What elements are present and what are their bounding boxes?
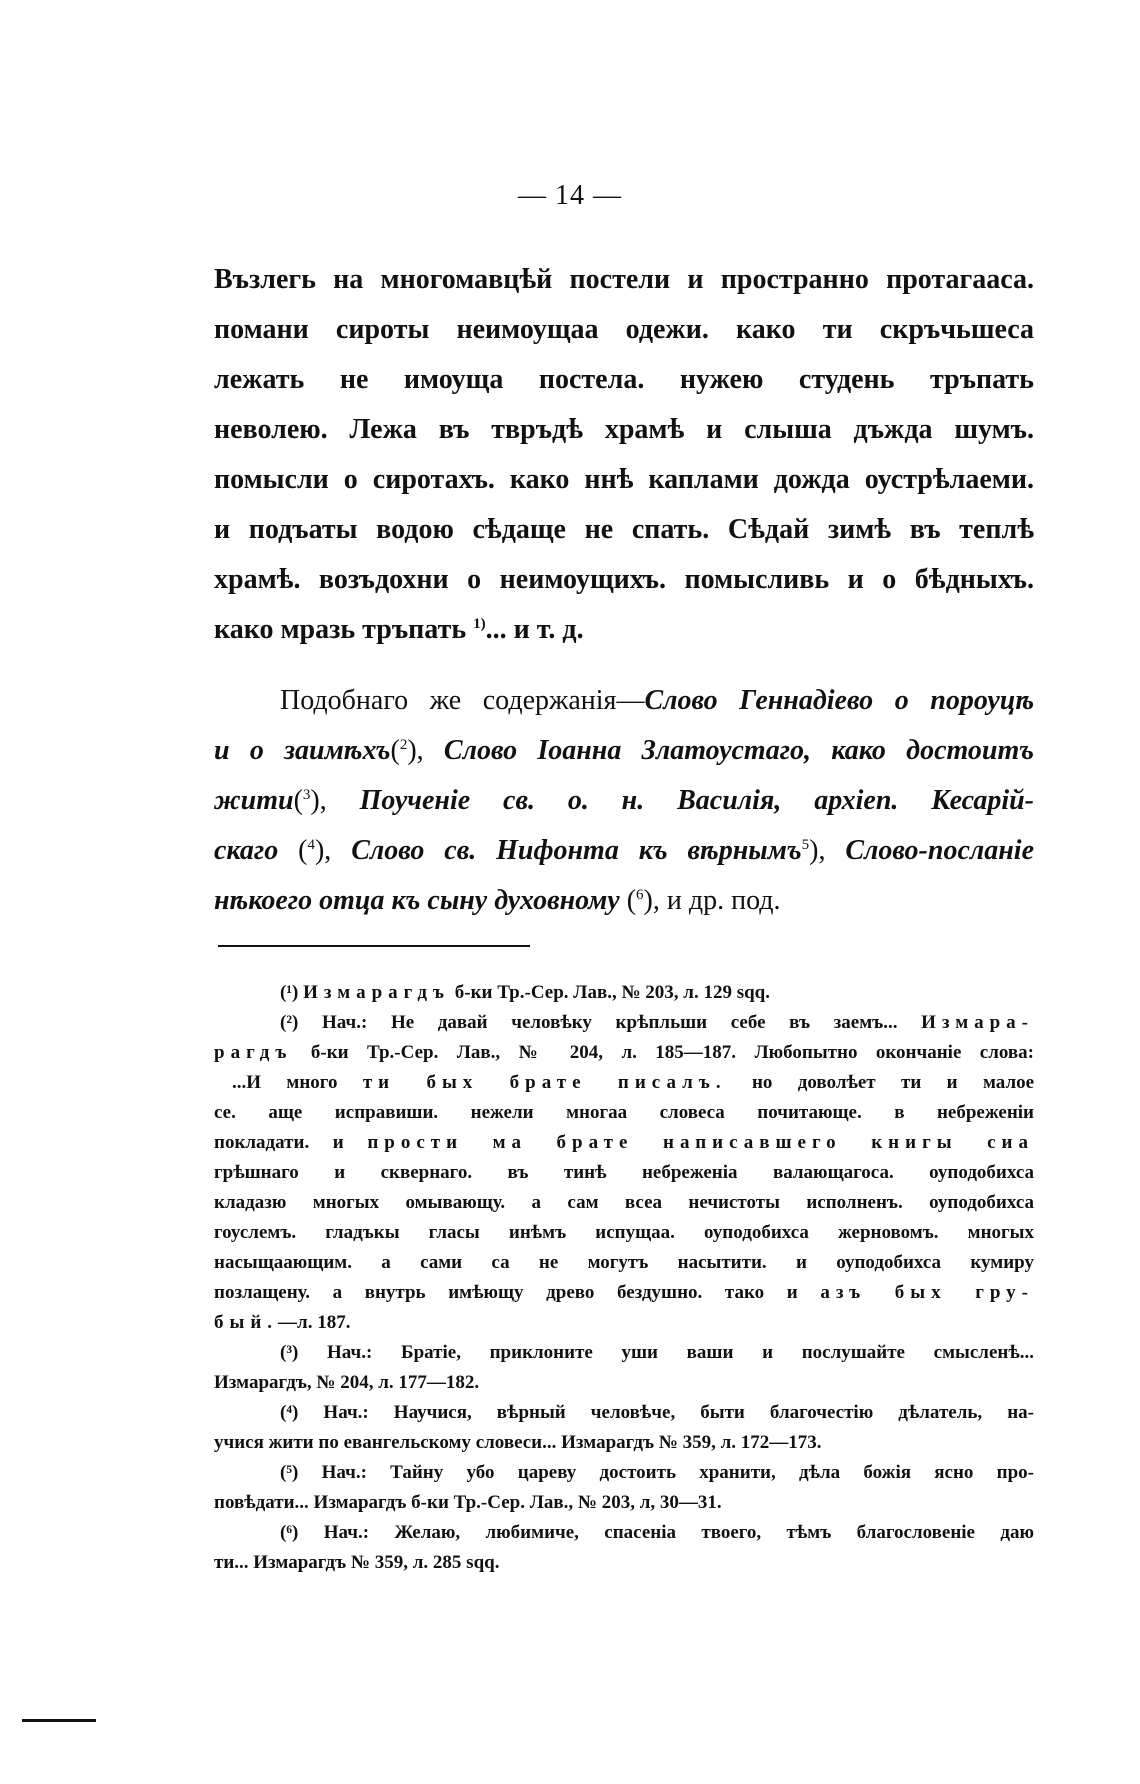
footnote-2-l2a: рагдъ: [214, 1042, 293, 1063]
para2-tail: , и др. под.: [652, 885, 781, 916]
footnote-4-mark: (⁴): [280, 1402, 299, 1423]
footnote-2-l1: Нач.: Не давай человѣку крѣпльши себе въ заемъ...: [322, 1012, 898, 1033]
footnote-2-line-6: грѣшнаго и сквернаго. въ тинѣ небреженіа валающагоса. оуподобихса: [214, 1162, 1034, 1183]
footnote-6-l1: Нач.: Желаю, любимиче, спасеніа твоего, тѣмъ благословеніе даю: [323, 1522, 1035, 1543]
footnote-2-line-7: кладазю многых омывающу. а сам всеа нечистоты исполненъ. оуподобихса: [214, 1192, 1034, 1213]
title-vasily-cont: скаго: [214, 835, 279, 866]
footnote-2-l11a: бый.: [214, 1312, 279, 1333]
footnote-2-line-11: [214, 1308, 1034, 1338]
para2-line-3: жити($^3$), Поученіе св. о. н. Василія, архіеп. Кесарій-: [214, 785, 1035, 816]
body-line-1: Възлегь на многомавцѣй постели и пространно протагааса.: [214, 264, 1034, 295]
footnote-ref-1: 1): [473, 616, 486, 632]
footnote-6: [214, 1518, 1034, 1578]
footnote-2-line-4: се. аще исправиши. нежели многаа словеса почитающе. в небреженіи: [214, 1102, 1034, 1123]
footnote-4-l1: Нач.: Научися, вѣрный человѣче, быти благочестію дѣлатель, на-: [323, 1402, 1034, 1423]
title-poslanie-cont: нѣкоего отца къ сыну духовному: [214, 885, 620, 916]
footnote-6-line-1: [214, 1518, 1034, 1548]
title-poslanie: Слово-посланіе: [845, 835, 1034, 866]
title-nifont: Слово св. Нифонта къ вѣрнымъ: [351, 835, 802, 866]
margin-mark: [22, 1719, 96, 1722]
footnote-2-l10b: азъ бых гру-: [820, 1282, 1034, 1303]
footnote-2-mark: (²): [280, 1012, 299, 1033]
footnote-2-l10a: позлащену. а внутрь имѣющу древо бездушно. тако и: [214, 1282, 798, 1303]
body-line-8: [214, 605, 1034, 655]
main-text-block: [214, 255, 1034, 655]
footnote-1: [214, 978, 1034, 1008]
footnote-3-l1: Нач.: Братіе, приклоните уши ваши и послушайте смысленѣ...: [327, 1342, 1034, 1363]
title-ioann: Слово Іоанна Златоустаго, како достоитъ: [443, 735, 1035, 766]
title-ioann-cont: жити: [214, 785, 294, 816]
footnote-5-line-2: повѣдати... Измарагдъ б-ки Тр.-Сер. Лав., № 203, л, 30—31.: [214, 1492, 722, 1513]
footnote-6-mark: (⁶): [280, 1522, 299, 1543]
para2-line-4: скаго ($^4$), Слово св. Нифонта къ вѣрнымъ$^5$), Слово-посланіе: [214, 835, 1034, 866]
footnote-2-l3a: ...И много: [232, 1072, 338, 1093]
footnote-6-line-2: ти... Измарагдъ № 359, л. 285 sqq.: [214, 1552, 500, 1573]
footnote-4-line-2: учися жити по евангельскому словеси... Измарагдъ № 359, л. 172—173.: [214, 1432, 822, 1453]
footnote-ref-6: 6: [636, 887, 644, 903]
footnote-2-l5a: покладати. и: [214, 1132, 344, 1153]
footnote-ref-4: 4: [307, 837, 315, 853]
footnote-4: [214, 1398, 1034, 1458]
footnotes: [214, 978, 1034, 1578]
footnote-1-name: Измарагдъ: [303, 982, 451, 1003]
body-tail: ... и т. д.: [485, 614, 584, 645]
footnote-2-l1b: Измара-: [921, 1012, 1035, 1033]
footnote-2-line-8: гоуслемъ. гладъкы гласы инѣмъ испущаа. оуподобихса жерновомъ. многых: [214, 1222, 1034, 1243]
footnote-2-line-1: [214, 1008, 1034, 1038]
footnote-5-line-1: [214, 1458, 1034, 1488]
para2-line-1: [214, 676, 1034, 726]
footnote-5-l1: Нач.: Тайну убо цареву достоить хранити, дѣла божія ясно про-: [321, 1462, 1034, 1483]
footnote-2-l3b: ти бых брате писалъ.: [362, 1072, 727, 1093]
footnote-ref-2: 2: [399, 737, 408, 753]
page-number: — 14 —: [518, 180, 622, 211]
footnote-2-line-3: [214, 1068, 1034, 1098]
body-line-6: и подъаты водою сѣдаще не спать. Сѣдай зимѣ въ теплѣ: [214, 514, 1034, 545]
footnote-2-line-2: [214, 1038, 1034, 1068]
body-line-5: помысли о сиротахъ. како ннѣ каплами дожда оустрѣлаеми.: [214, 464, 1034, 495]
footnote-2: [214, 1008, 1034, 1338]
footnote-2-l2: б-ки Тр.-Сер. Лав., № 204, л. 185—187. Любопытно окончаніе слова:: [310, 1042, 1035, 1063]
footnote-2-l3c: но доволѣет ти и малое: [751, 1072, 1035, 1093]
footnote-2-line-9: насыщаающим. а сами са не могутъ насытити. и оуподобихса кумиру: [214, 1252, 1034, 1273]
footnote-5-mark: (⁵): [280, 1462, 299, 1483]
footnote-3-line-1: [214, 1338, 1034, 1368]
body-line-4: неволею. Лежа въ твръдѣ храмѣ и слыша дъжда шумъ.: [214, 414, 1034, 445]
para2-intro: Подобнаго же содержанія—: [280, 685, 645, 716]
title-gennady-cont: и о заимѣхъ: [214, 735, 391, 766]
footnote-rule: [218, 945, 530, 947]
para2-line-2: и о заимѣхъ($^2$), Слово Іоанна Златоустаго, како достоитъ: [214, 735, 1035, 766]
footnote-2-line-5: [214, 1128, 1034, 1158]
footnote-ref-3: 3: [302, 787, 311, 803]
footnote-3-mark: (³): [280, 1342, 299, 1363]
footnote-1-line-1: [214, 978, 1034, 1008]
footnote-5: [214, 1458, 1034, 1518]
footnote-3: [214, 1338, 1034, 1398]
footnote-2-l11b: —л. 187.: [278, 1312, 351, 1333]
title-vasily: Поученіе св. о. н. Василія, архіеп. Кесарій-: [359, 785, 1035, 816]
footnote-2-line-10: [214, 1278, 1034, 1308]
footnote-1-text: б-ки Тр.-Сер. Лав., № 203, л. 129 sqq.: [454, 982, 770, 1003]
para2-line-5: нѣкоего отца къ сыну духовному ($^6$), и др. под.: [214, 885, 781, 916]
body-line-2: помани сироты неимоущаа одежи. како ти скръчьшеса: [214, 314, 1034, 345]
body-line-8-text: како мразь тръпать: [214, 614, 467, 645]
body-line-7: храмѣ. возъдохни о неимоущихъ. помысливь и о бѣдныхъ.: [214, 564, 1034, 595]
paragraph-2: [214, 676, 1034, 926]
title-gennady: Слово Геннадіево о пороуцѣ: [644, 685, 1034, 716]
footnote-ref-5: 5: [801, 837, 810, 853]
footnote-4-line-1: [214, 1398, 1034, 1428]
footnote-3-line-2: Измарагдъ, № 204, л. 177—182.: [214, 1372, 480, 1393]
footnote-1-mark: (¹): [280, 982, 299, 1003]
body-line-3: лежать не имоуща постела. нужею студень тръпать: [214, 364, 1034, 395]
footnote-2-l5b: прости ма брате написавшего книгы сиа: [367, 1132, 1035, 1153]
